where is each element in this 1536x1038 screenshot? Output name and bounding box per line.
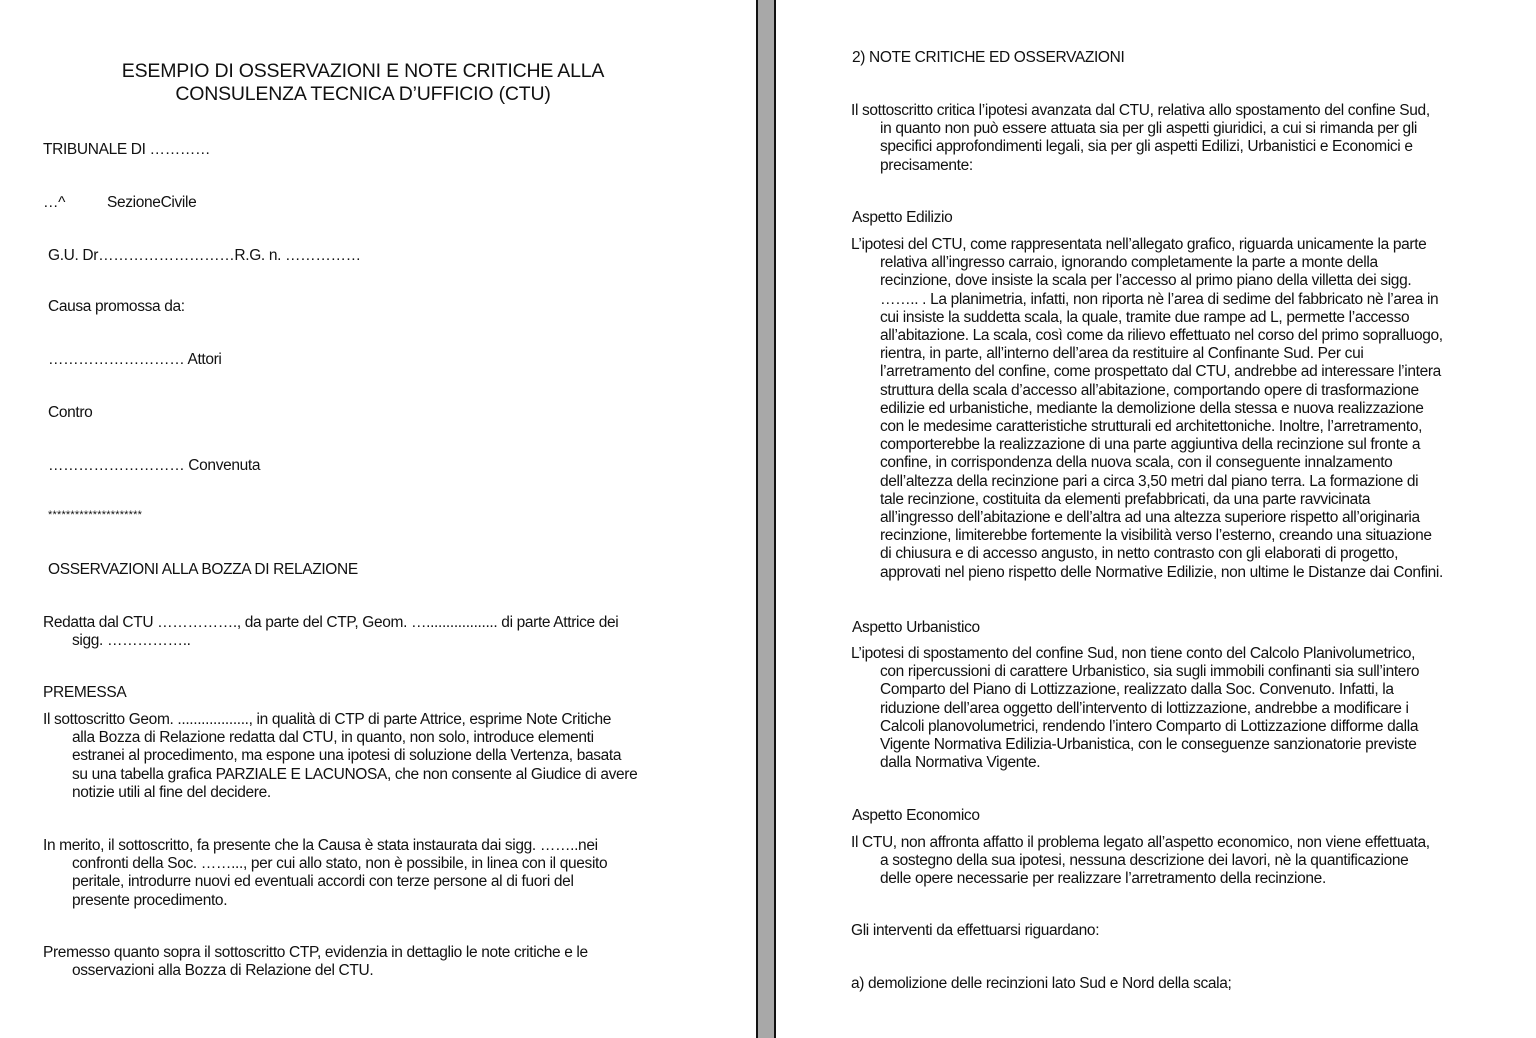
sezione-line [43, 194, 196, 212]
paragraph-line: dalla Normativa Vigente. [880, 754, 1041, 772]
document-title-line-1: ESEMPIO DI OSSERVAZIONI E NOTE CRITICHE ALLA [121, 60, 605, 82]
paragraph-line: Vigente Normativa Edilizia-Urbanistica, con le conseguenze sanzionatorie previste [880, 736, 1417, 754]
aspetto-edilizio-heading: Aspetto Edilizio [852, 209, 953, 226]
paragraph-line: Il sottoscritto critica l’ipotesi avanzata dal CTU, relativa allo spostamento del confine Sud, [851, 102, 1430, 119]
paragraph-line: approvati nel pieno rispetto delle Normative Edilizie, non ultime le Distanze dai Confini. [880, 563, 1443, 581]
intro-paragraph [851, 102, 1430, 175]
interventi-intro: Gli interventi da effettuarsi riguardano: [851, 922, 1100, 939]
paragraph-line: specifici approfondimenti legali, sia per gli aspetti Edilizi, Urbanistici e Economici e [880, 138, 1413, 156]
paragraph-line: Il CTU, non affronta affatto il problema legato all’aspetto economico, non viene effettuata, [851, 834, 1430, 851]
premessa-heading: PREMESSA [43, 684, 127, 701]
paragraph-line: relativa all’ingresso carraio, ignorando completamente la parte a monte della [880, 254, 1378, 272]
paragraph-line: Il sottoscritto Geom. .................., in qualità di CTP di parte Attrice, esprime Note Critiche [43, 711, 612, 728]
paragraph-line: In merito, il sottoscritto, fa presente che la Causa è stata instaurata dai sigg. ……..nei [43, 837, 598, 854]
paragraph-line: Calcoli planovolumetrici, rendendo l’intero Comparto di Lottizzazione difforme dalla [880, 717, 1419, 735]
paragraph-line: Comparto del Piano di Lottizzazione, realizzato dalla Soc. Convenuto. Infatti, la [880, 681, 1394, 699]
paragraph-line: alla Bozza di Relazione redatta dal CTU, in quanto, non solo, introduce elementi [72, 729, 594, 747]
aspetto-urbanistico-heading: Aspetto Urbanistico [852, 619, 980, 636]
paragraph-line: tale recinzione, costituita da elementi prefabbricati, da una parte ravvicinata [880, 490, 1371, 508]
aspetto-edilizio-paragraph [851, 236, 1443, 582]
redatta-paragraph [43, 614, 618, 650]
aspetto-urbanistico-paragraph [851, 645, 1419, 772]
premessa-paragraph-2 [43, 837, 607, 910]
intervento-item-a: a) demolizione delle recinzioni lato Sud e Nord della scala; [851, 975, 1232, 992]
paragraph-line: confronti della Soc. ……..., per cui allo stato, non è possibile, in linea con il quesito [72, 855, 608, 873]
paragraph-line: struttura della scala d’accesso all’abitazione, comportando opere di trasformazione [880, 381, 1419, 399]
attori-line: ……………………… Attori [48, 351, 222, 368]
premessa-paragraph-3 [43, 944, 588, 980]
paragraph-line: Premesso quanto sopra il sottoscritto CTP, evidenzia in dettaglio le note critiche e le [43, 944, 588, 961]
paragraph-line: estranei al procedimento, ma espone una ipotesi di soluzione della Vertenza, basata [72, 747, 622, 765]
paragraph-line: su una tabella grafica PARZIALE E LACUNOSA, che non consente al Giudice di avere [72, 765, 638, 783]
paragraph-line: sigg. …………….. [72, 632, 191, 650]
paragraph-line: all’ingresso dell’abitazione e dell’altra ad una altezza superiore rispetto all’originaria [880, 509, 1420, 527]
paragraph-line: con le medesime caratteristiche strutturali ed architettoniche. Inoltre, l’arretramento, [880, 418, 1423, 436]
giudice-rg-line: G.U. Dr………………………R.G. n. …………… [48, 247, 361, 264]
paragraph-line: presente procedimento. [72, 891, 228, 909]
paragraph-line: …….. . La planimetria, infatti, non riporta nè l’area di sedime del fabbricato nè l’area in [880, 290, 1439, 308]
paragraph-line: confine, in corrispondenza della nuova scala, con il conseguente innalzamento [880, 454, 1393, 472]
document-page-right [776, 0, 1536, 1038]
paragraph-line: edilizie ed urbanistiche, mediante la demolizione della stessa e nuova realizzazione [880, 399, 1424, 417]
paragraph-line: delle opere necessarie per realizzare l’arretramento della recinzione. [880, 870, 1326, 888]
paragraph-line: cui insiste la suddetta scala, la quale, tramite due rampe ad L, permette l’accesso [880, 308, 1410, 326]
convenuta-line: ……………………… Convenuta [48, 457, 261, 474]
separator-stars: ********************* [48, 509, 143, 521]
paragraph-line: all’abitazione. La scala, così come da rilievo effettuato nel corso del primo sopralluogo, [880, 327, 1443, 345]
document-title-line-2: CONSULENZA TECNICA D’UFFICIO (CTU) [175, 83, 551, 105]
paragraph-line: Redatta dal CTU ……………., da parte del CTP, Geom. ….................. di parte Attrice dei [43, 614, 619, 631]
page-separator [756, 0, 776, 1038]
paragraph-line: l’arretramento del confine, come prospettato dal CTU, andrebbe ad interessare l’intera [880, 363, 1441, 381]
paragraph-line: peritale, introdurre nuovi ed eventuali accordi con terze persone al di fuori del [72, 873, 574, 891]
paragraph-line: L’ipotesi di spostamento del confine Sud, non tiene conto del Calcolo Planivolumetrico, [851, 645, 1416, 662]
paragraph-line: riduzione dell’area oggetto dell’intervento di lottizzazione, andrebbe a modificare i [880, 699, 1409, 717]
paragraph-line: comporterebbe la realizzazione di una parte aggiuntiva della recinzione sul fronte a [880, 436, 1421, 454]
paragraph-line: rientra, in parte, all’interno dell’area da restituire al Confinante Sud. Per cui [880, 345, 1364, 363]
paragraph-line: recinzione, dove insiste la scala per l’accesso al primo piano della villetta dei sigg. [880, 272, 1412, 290]
aspetto-economico-paragraph [851, 834, 1430, 889]
causa-promossa-label: Causa promossa da: [48, 298, 185, 315]
paragraph-line: notizie utili al fine del decidere. [72, 783, 271, 801]
paragraph-line: precisamente: [880, 156, 973, 174]
paragraph-line: a sostegno della sua ipotesi, nessuna descrizione dei lavori, nè la quantificazione [880, 852, 1409, 870]
osservazioni-heading: OSSERVAZIONI ALLA BOZZA DI RELAZIONE [48, 561, 358, 578]
paragraph-line: dell’altezza della recinzione pari a circa 3,50 metri dal piano terra. La formazione di [880, 472, 1419, 490]
section-heading-note-critiche: 2) NOTE CRITICHE ED OSSERVAZIONI [852, 49, 1125, 66]
premessa-paragraph-1 [43, 711, 637, 802]
paragraph-line: L’ipotesi del CTU, come rappresentata nell’allegato grafico, riguarda unicamente la parte [851, 236, 1427, 253]
sezione-label: SezioneCivile [107, 194, 197, 211]
sezione-prefix: …^ [43, 194, 66, 211]
document-page-left [0, 0, 756, 1038]
aspetto-economico-heading: Aspetto Economico [852, 807, 980, 824]
paragraph-line: di chiusura e di accesso angusto, in netto contrasto con gli elaborati di progetto, [880, 545, 1399, 563]
contro-label: Contro [48, 404, 93, 421]
tribunale-line: TRIBUNALE DI ………… [43, 141, 211, 158]
paragraph-line: recinzione, limiterebbe fortemente la visibilità verso l’esterno, creando una situazione [880, 527, 1432, 545]
paragraph-line: osservazioni alla Bozza di Relazione del CTU. [72, 962, 374, 980]
paragraph-line: in quanto non può essere attuata sia per gli aspetti giuridici, a cui si rimanda per gli [880, 120, 1418, 138]
document-title [0, 60, 726, 106]
paragraph-line: con ripercussioni di carattere Urbanistico, sia sugli immobili confinanti sia sull’intero [880, 663, 1420, 681]
